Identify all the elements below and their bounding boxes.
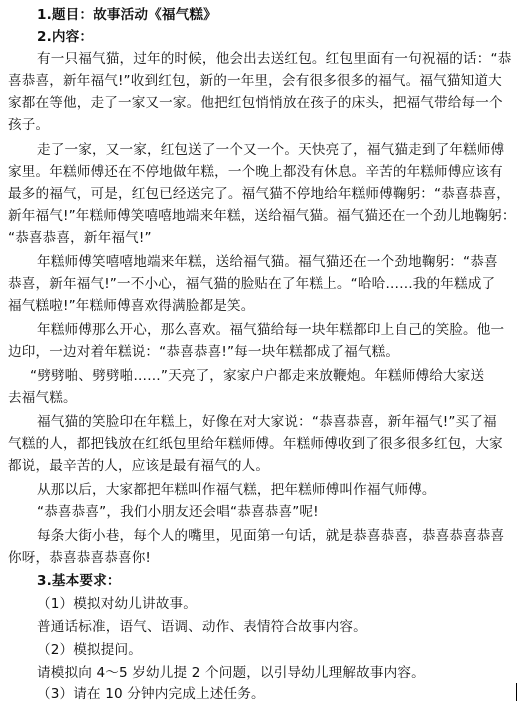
requirement-item: （3）请在 10 分钟内完成上述任务。 (37, 686, 265, 702)
paragraph-line: 福气糕啦!”年糕师傅喜欢得满脸都是笑。 (8, 298, 255, 314)
paragraph-line: “恭喜恭喜”，我们小朋友还会唱“恭喜恭喜”呢! (37, 504, 319, 520)
requirement-item: （2）模拟提问。 (37, 642, 143, 658)
paragraph-line: 去福气糕。 (8, 390, 77, 406)
paragraph-line: 年糕师傅笑嘻嘻地端来年糕，送给福气猫。福气猫还在一个劲地鞠躬：“恭喜 (37, 254, 498, 270)
paragraph-line: 气糕的人，都把钱放在红纸包里给年糕师傅。年糕师傅收到了很多很多红包，大家 (8, 436, 503, 452)
paragraph-line: 边印，一边对着年糕说：“恭喜恭喜!”每一块年糕都成了福气糕。 (8, 344, 400, 360)
paragraph-line: 每条大街小巷，每个人的嘴里，见面第一句话，就是恭喜恭喜，恭喜恭喜恭喜 (37, 528, 505, 544)
paragraph-line: “恭喜恭喜，新年福气!” (8, 230, 152, 246)
requirement-item: （1）模拟对幼儿讲故事。 (37, 596, 197, 612)
paragraph-line: 孩子。 (8, 117, 50, 133)
requirement-detail: 请模拟向 4～5 岁幼儿提 2 个问题，以引导幼儿理解故事内容。 (37, 665, 425, 681)
paragraph-line: 新年福气!”年糕师傅笑嘻嘻地端来年糕，送给福气猫。福气猫还在一个劲儿地鞠躬： (8, 208, 516, 224)
text-cursor (516, 683, 517, 701)
paragraph-line: 家都在等他，走了一家又一家。他把红包悄悄放在孩子的床头，把福气带给每一个 (8, 95, 503, 111)
paragraph-line: 有一只福气猫，过年的时候，他会出去送红包。红包里面有一句祝福的话：“恭 (37, 51, 512, 67)
paragraph-line: 从那以后，大家都把年糕叫作福气糕，把年糕师傅叫作福气师傅。 (37, 482, 436, 498)
requirement-detail: 普通话标准，语气、语调、动作、表情符合故事内容。 (37, 619, 367, 635)
paragraph-line: 家里。年糕师傅还在不停地做年糕，一个晚上都没有休息。辛苦的年糕师傅应该有 (8, 164, 503, 180)
paragraph-line: 年糕师傅那么开心，那么喜欢。福气猫给每一块年糕都印上自己的笑脸。他一 (37, 322, 505, 338)
section-heading-title: 1.题目：故事活动《福气糕》 (37, 7, 217, 23)
paragraph-line: 都说，最辛苦的人，应该是最有福气的人。 (8, 458, 270, 474)
paragraph-line: 恭喜，新年福气!”一不小心，福气猫的脸贴在了年糕上。“哈哈……我的年糕成了 (8, 276, 496, 292)
section-heading-content: 2.内容： (37, 29, 94, 45)
paragraph-line: 喜恭喜，新年福气!”收到红包，新的一年里，会有很多很多的福气。福气猫知道大 (8, 73, 502, 89)
paragraph-line: 你呀，恭喜恭喜恭喜你! (8, 550, 152, 566)
paragraph-line: 福气猫的笑脸印在年糕上，好像在对大家说：“恭喜恭喜，新年福气!”买了福 (37, 414, 497, 430)
paragraph-line: “劈劈啪、劈劈啪……”天亮了，家家户户都走来放鞭炮。年糕师傅给大家送 (30, 368, 485, 384)
section-heading-requirements: 3.基本要求： (37, 573, 121, 589)
paragraph-line: 最多的福气，可是，红包已经送完了。福气猫不停地给年糕师傅鞠躬：“恭喜恭喜， (8, 186, 510, 202)
paragraph-line: 走了一家，又一家，红包送了一个又一个。天快亮了，福气猫走到了年糕师傅 (37, 142, 505, 158)
